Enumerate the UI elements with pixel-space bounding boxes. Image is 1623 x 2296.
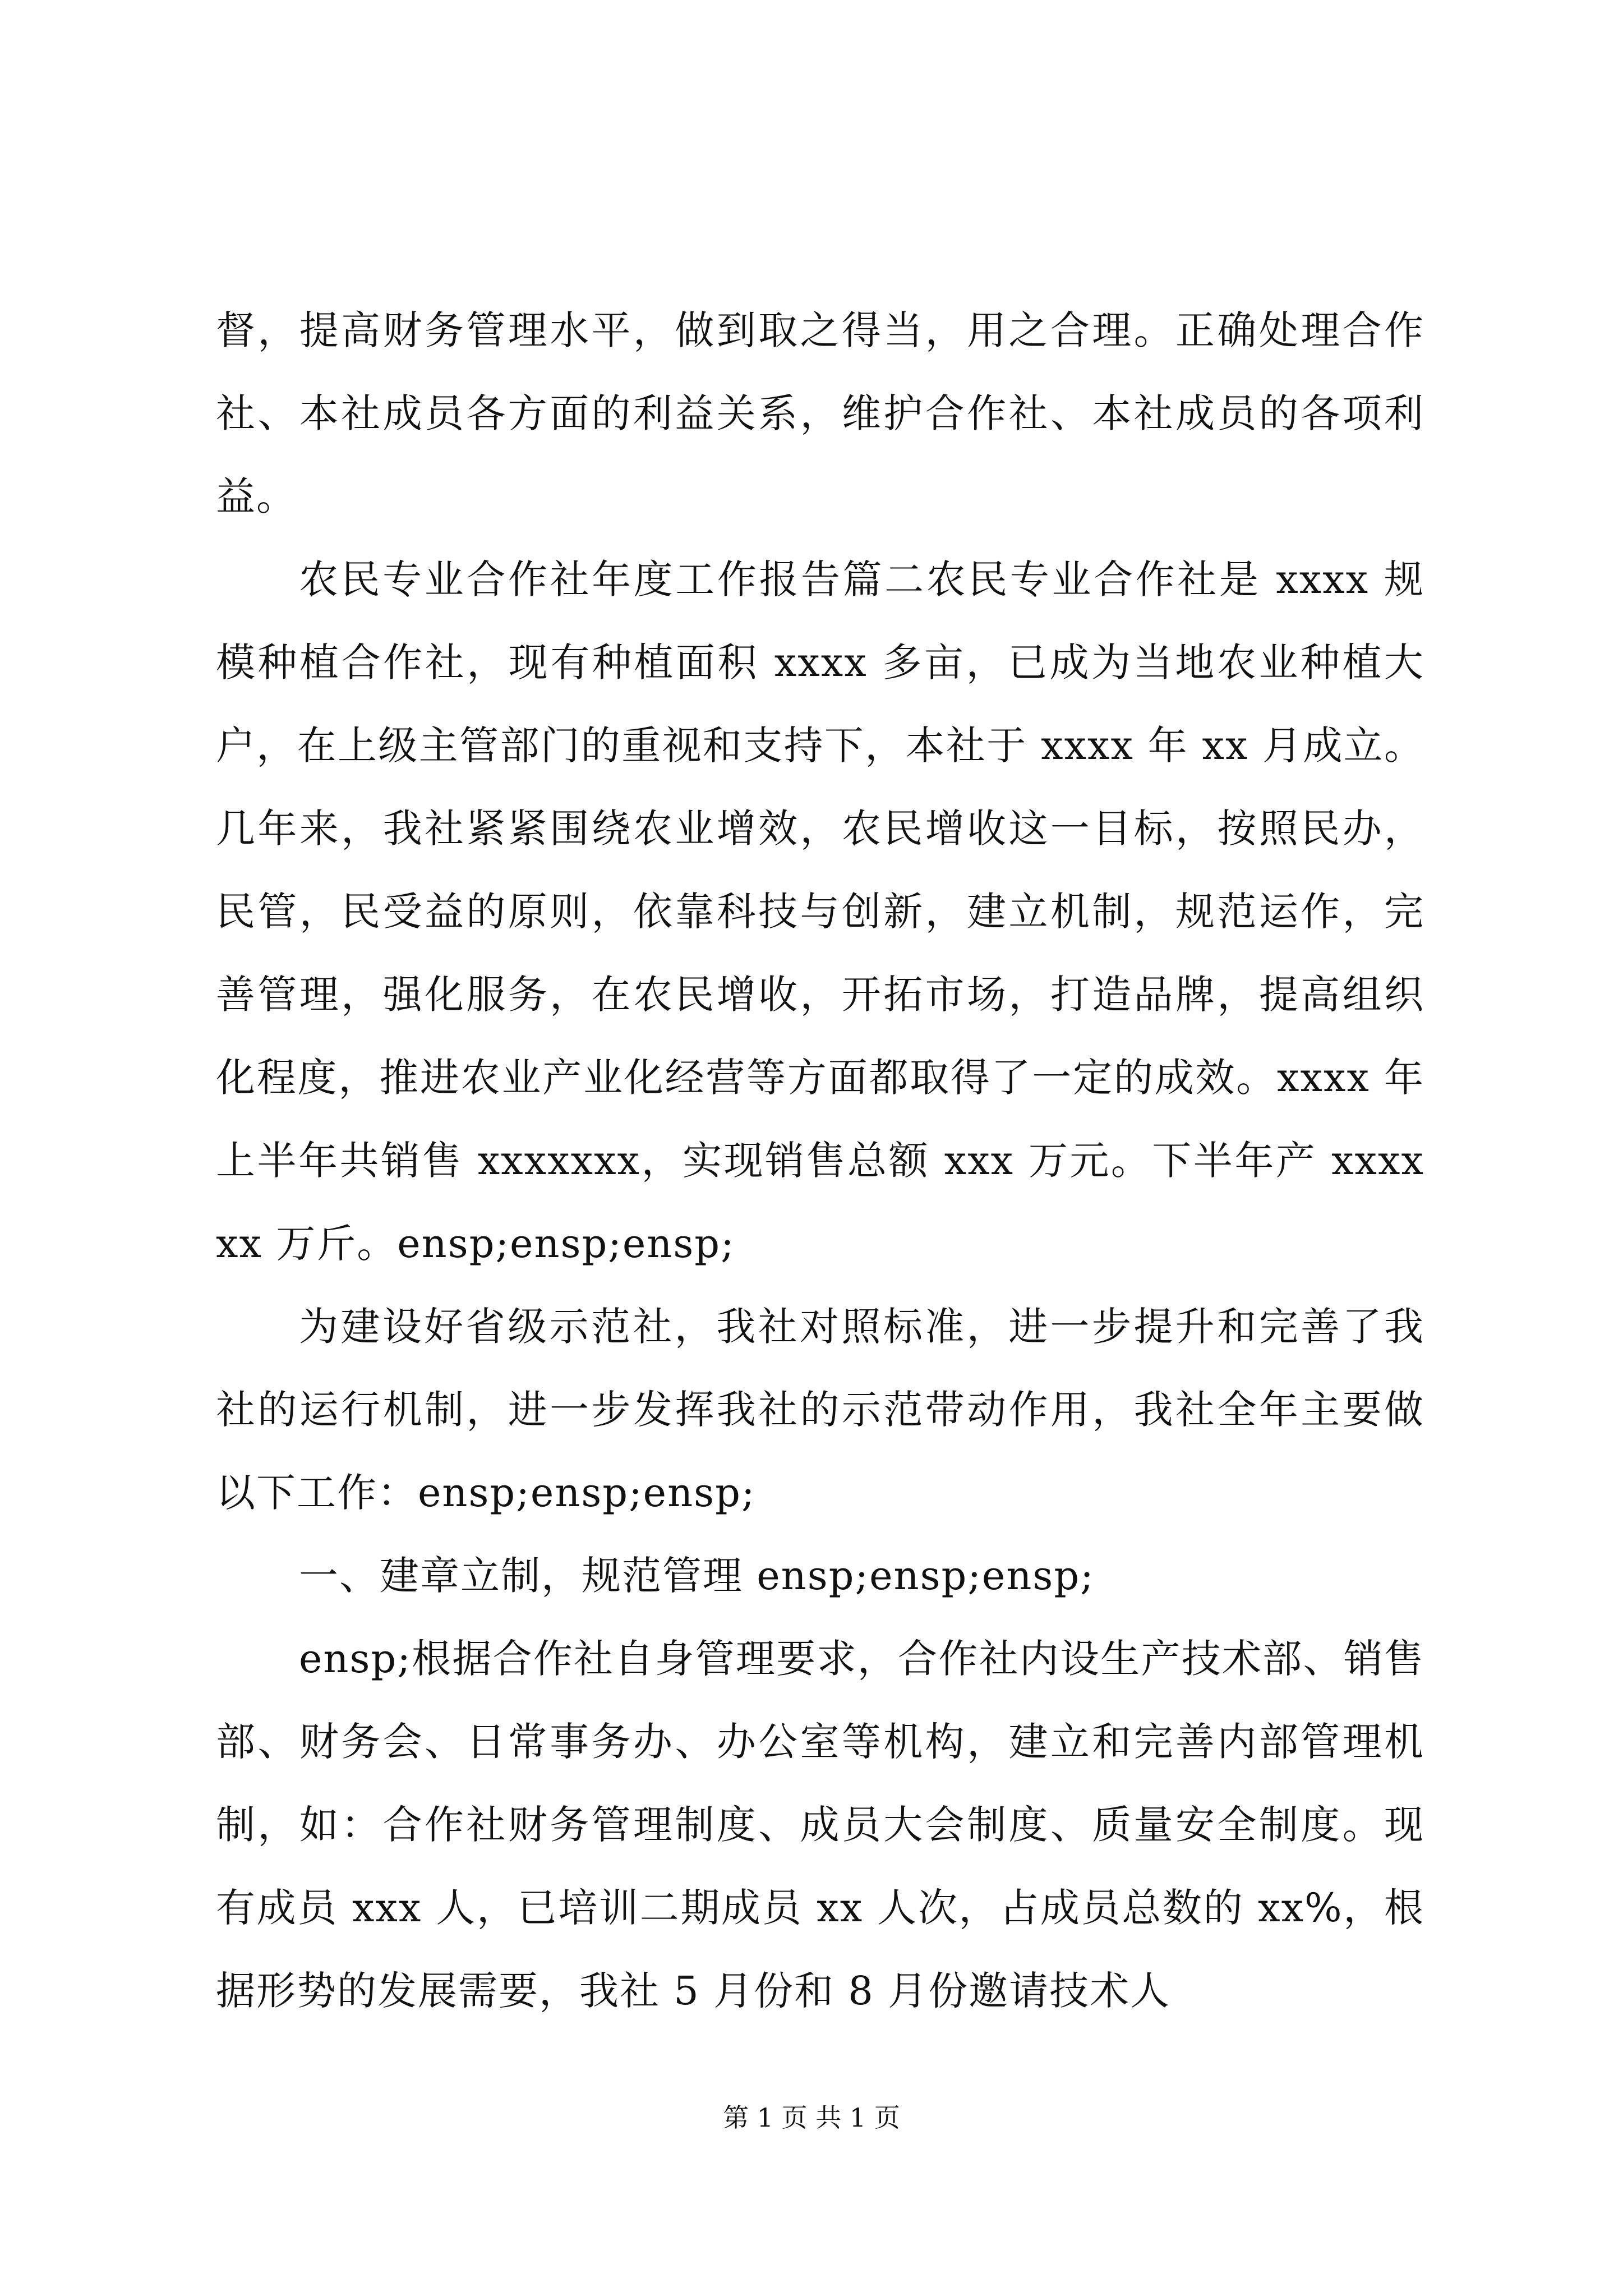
document-body [216,289,1424,2032]
paragraph-3: 为建设好省级示范社，我社对照标准，进一步提升和完善了我社的运行机制，进一步发挥我社的示范带动作用，我社全年主要做以下工作：ensp;ensp;ensp; [216,1304,1424,1516]
paragraph-5: ensp;根据合作社自身管理要求，合作社内设生产技术部、销售部、财务会、日常事务办、办公室等机构，建立和完善内部管理机制，如：合作社财务管理制度、成员大会制度、质量安全制度。现有成员 xxx 人，已培训二期成员 xx 人次，占成员总数的 xx%，根据形势的发展需要，我社 5 月份和 8 月份邀请技术人 [216,1636,1424,2014]
page-footer: 第 1 页 共 1 页 [723,2102,900,2133]
paragraph-1: 督，提高财务管理水平，做到取之得当，用之合理。正确处理合作社、本社成员各方面的利益关系，维护合作社、本社成员的各项利益。 [216,307,1424,519]
paragraph-4-heading: 一、建章立制，规范管理 ensp;ensp;ensp; [299,1553,1095,1599]
paragraph-2: 农民专业合作社年度工作报告篇二农民专业合作社是 xxxx 规模种植合作社，现有种植面积 xxxx 多亩，已成为当地农业种植大户，在上级主管部门的重视和支持下，本社于 xxxx 年 xx 月成立。几年来，我社紧紧围绕农业增效，农民增收这一目标，按照民办，民管，民受益的原则，依靠科技与创新，建立机制，规范运作，完善管理，强化服务，在农民增收，开拓市场，打造品牌，提高组织化程度，推进农业产业化经营等方面都取得了一定的成效。xxxx 年上半年共销售 xxxxxxx，实现销售总额 xxx 万元。下半年产 xxxxxx 万斤。ensp;ensp;ensp; [216,556,1424,1267]
